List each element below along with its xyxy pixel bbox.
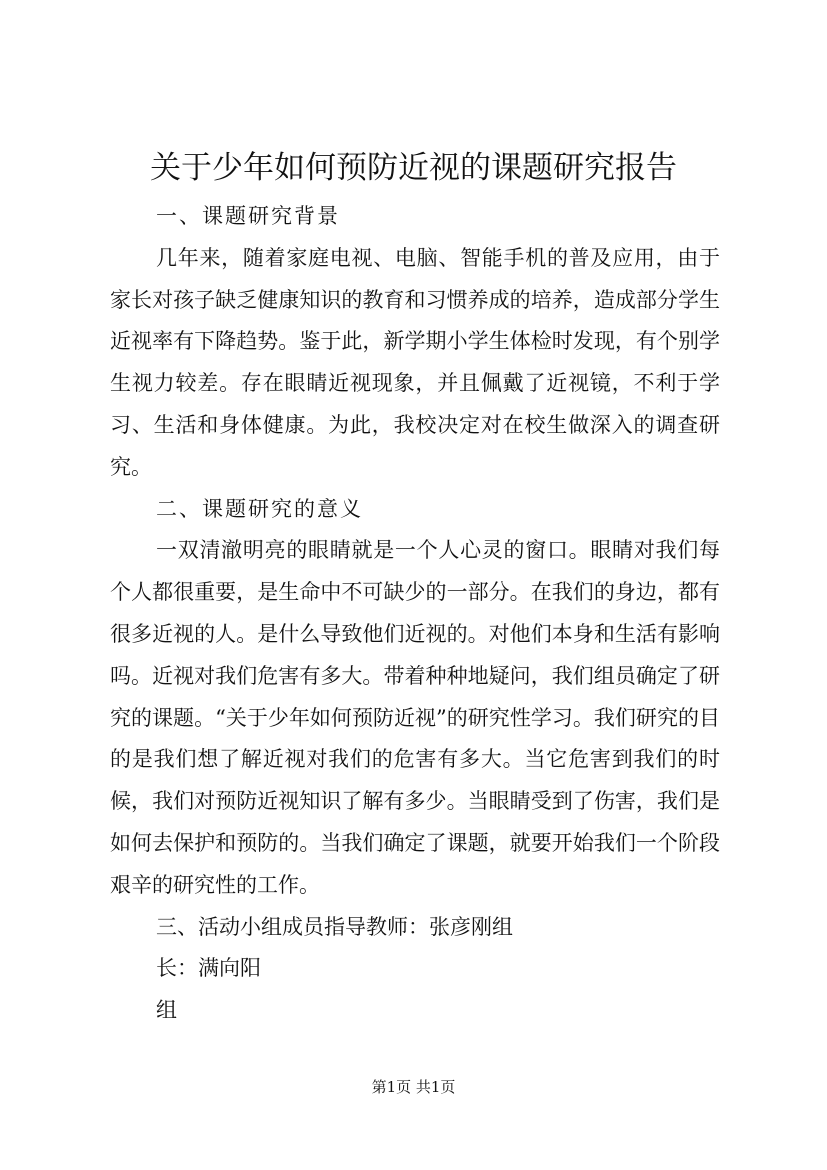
page-footer: 第1页 共1页 xyxy=(371,1078,456,1096)
section-1-paragraph: 几年来，随着家庭电视、电脑、智能手机的普及应用，由于家长对孩子缺乏健康知识的教育和习惯养成的培养，造成部分学生近视率有下降趋势。鉴于此，新学期小学生体检时发现，有个别学生视力较差。存在眼睛近视现象，并且佩戴了近视镜，不利于学习、生活和身体健康。为此，我校决定对在校生做深入的调查研究。 xyxy=(110,245,720,479)
section-3-line-1: 三、活动小组成员指导教师：张彦刚组 xyxy=(156,914,513,939)
section-2-paragraph: 一双清澈明亮的眼睛就是一个人心灵的窗口。眼睛对我们每个人都很重要，是生命中不可缺少的一部分。在我们的身边，都有很多近视的人。是什么导致他们近视的。对他们本身和生活有影响吗。近视对我们危害有多大。带着种种地疑问，我们组员确定了研究的课题。“关于少年如何预防近视”的研究性学习。我们研究的目的是我们想了解近视对我们的危害有多大。当它危害到我们的时候，我们对预防近视知识了解有多少。当眼睛受到了伤害，我们是如何去保护和预防的。当我们确定了课题，就要开始我们一个阶段艰辛的研究性的工作。 xyxy=(110,538,720,897)
document-body xyxy=(110,196,720,1032)
section-3-line-3: 组 xyxy=(156,998,177,1023)
section-1-heading: 一、课题研究背景 xyxy=(156,204,340,228)
document-title: 关于少年如何预防近视的课题研究报告 xyxy=(150,150,677,186)
section-3-line-2: 长：满向阳 xyxy=(156,956,261,981)
section-2-heading: 二、课题研究的意义 xyxy=(156,496,363,521)
